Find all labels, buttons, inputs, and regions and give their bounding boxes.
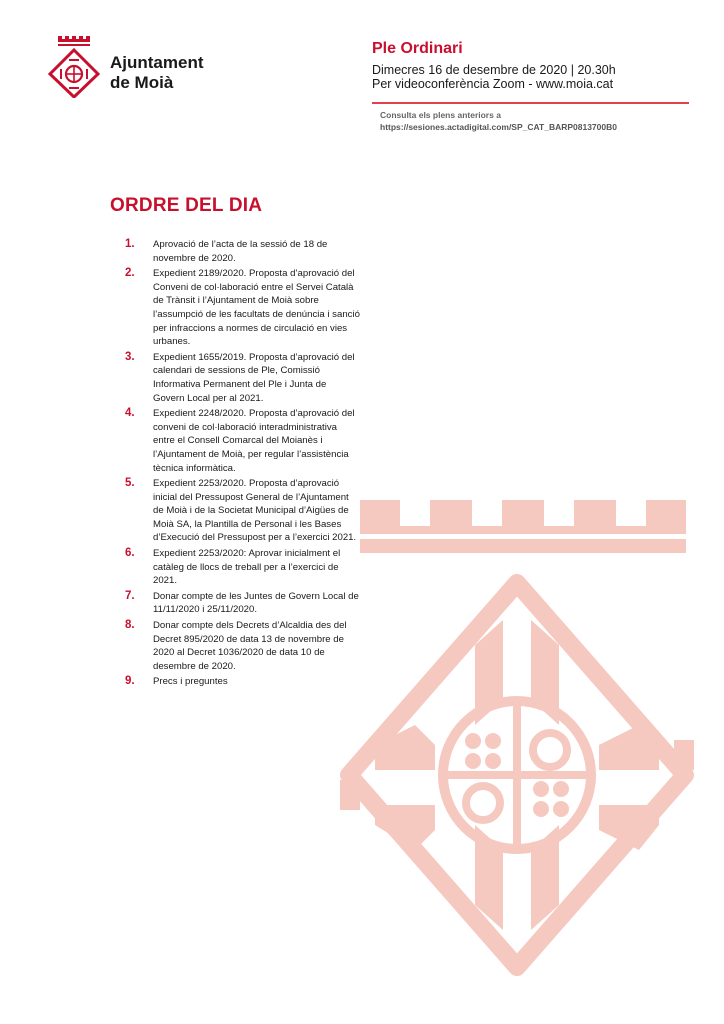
agenda-item-text: Aprovació de l’acta de la sessió de 18 de novembre de 2020. xyxy=(153,239,328,264)
agenda-item-text: Donar compte dels Decrets d’Alcaldia des del Decret 895/2020 de data 13 de novembre de 2020 al Decret 1036/2020 de data 10 de desembre de 2020. xyxy=(153,620,347,672)
archive-url-link[interactable]: https://sesiones.actadigital.com/SP_CAT_BARP0813700B0 xyxy=(380,122,617,132)
agenda-item-text: Expedient 2253/2020. Proposta d’aprovació inicial del Pressupost General de l’Ajuntament de Moià i de la Societat Municipal d’Aigües de Moià SA, la Plantilla de Personal i les Bases d’Execució del Pressupost per a l’exercici 2021. xyxy=(153,478,357,544)
meeting-date: Dimecres 16 de desembre de 2020 | 20.30h xyxy=(372,63,616,77)
agenda-item-number: 4. xyxy=(125,407,135,420)
archive-label: Consulta els plens anteriors a xyxy=(380,110,501,120)
meeting-place: Per videoconferència Zoom - www.moia.cat xyxy=(372,77,614,91)
agenda-item-number: 2. xyxy=(125,267,135,280)
agenda-item xyxy=(125,547,360,588)
logo-text xyxy=(110,53,204,93)
agenda-item xyxy=(125,407,360,475)
agenda-item xyxy=(125,267,360,349)
agenda-item xyxy=(125,351,360,405)
agenda-item xyxy=(125,238,360,265)
agenda-item-number: 8. xyxy=(125,619,135,632)
agenda-item-text: Expedient 2248/2020. Proposta d’aprovació del conveni de col·laboració interadministrativa entre el Consell Comarcal del Moianès i l’Ajuntament de Moià, per regular l’assistència tècnica informàtica. xyxy=(153,408,355,474)
agenda-item-text: Expedient 2189/2020. Proposta d’aprovació del Conveni de col·laboració entre el Servei Català de Trànsit i l’Ajuntament de Moià sobre l’assumpció de les facultats de denúncia i sanció per infraccions a normes de circulació en vies urbanes. xyxy=(153,268,360,348)
moia-crest-watermark xyxy=(335,495,695,1015)
agenda-item-text: Precs i preguntes xyxy=(153,676,228,688)
agenda-item xyxy=(125,477,360,545)
agenda-item xyxy=(125,619,360,673)
agenda-item-text: Expedient 1655/2019. Proposta d’aprovació del calendari de sessions de Ple, Comissió Informativa Permanent del Ple i Junta de Govern Local per al 2021. xyxy=(153,351,355,404)
agenda-item-number: 6. xyxy=(125,547,135,560)
logo-name-line2: de Moià xyxy=(110,73,174,92)
logo-name-line1: Ajuntament xyxy=(110,53,204,72)
agenda-item xyxy=(125,675,360,689)
agenda-item-text: Expedient 2253/2020: Aprovar inicialment el catàleg de llocs de treball per a l’exercici de 2021. xyxy=(153,548,341,587)
agenda-item-text: Donar compte de les Juntes de Govern Local de 11/11/2020 i 25/11/2020. xyxy=(153,590,359,616)
agenda-item-number: 5. xyxy=(125,477,135,490)
agenda-item-number: 3. xyxy=(125,350,135,363)
agenda-item-number: 9. xyxy=(125,675,135,688)
agenda-heading: ORDRE DEL DIA xyxy=(110,195,263,216)
header-divider xyxy=(372,102,689,104)
moia-crest-icon xyxy=(47,36,101,98)
meeting-title: Ple Ordinari xyxy=(372,40,463,57)
agenda-list xyxy=(125,238,360,691)
agenda-item xyxy=(125,590,360,617)
agenda-item-number: 1. xyxy=(125,238,135,250)
agenda-item-number: 7. xyxy=(125,589,135,602)
